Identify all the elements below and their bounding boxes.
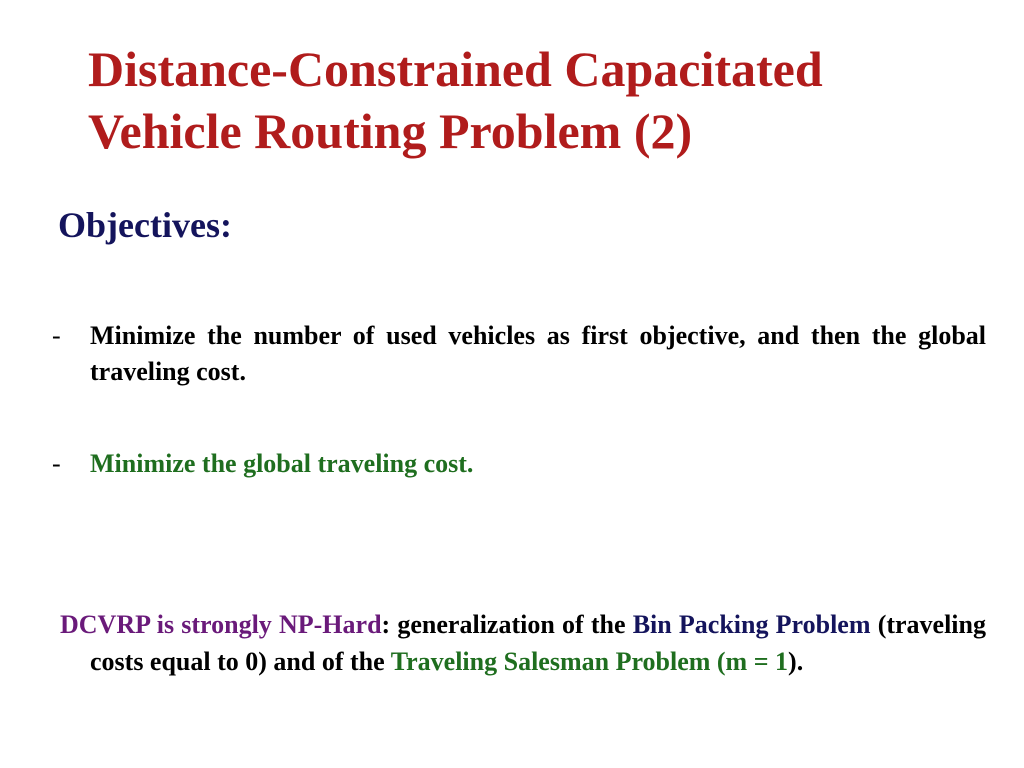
paragraph-text: (traveling costs equal to 0) and of the (90, 610, 986, 676)
slide-title (88, 38, 988, 162)
slide-title-line-1: Distance-Constrained Capacitated (88, 41, 823, 97)
slide-title-line-2: Vehicle Routing Problem (2) (88, 103, 693, 159)
objectives-heading: Objectives: (58, 205, 232, 245)
bin-packing-term: Bin Packing Problem (632, 610, 871, 639)
paragraph-text: ). (788, 647, 804, 676)
bullet-item-1 (52, 318, 986, 390)
paragraph-text: : generalization of the (381, 610, 633, 639)
complexity-paragraph (52, 606, 986, 680)
bullet-text: Minimize the global traveling cost. (90, 449, 474, 478)
bullet-text: Minimize the number of used vehicles as first objective, and then the global traveling cost. (90, 321, 986, 386)
bullet-marker: - (52, 321, 61, 350)
tsp-term: Traveling Salesman Problem (m = 1 (390, 647, 789, 676)
bullet-item-2 (52, 446, 986, 482)
bullet-marker: - (52, 449, 61, 478)
np-hard-statement: DCVRP is strongly NP-Hard (60, 610, 382, 639)
